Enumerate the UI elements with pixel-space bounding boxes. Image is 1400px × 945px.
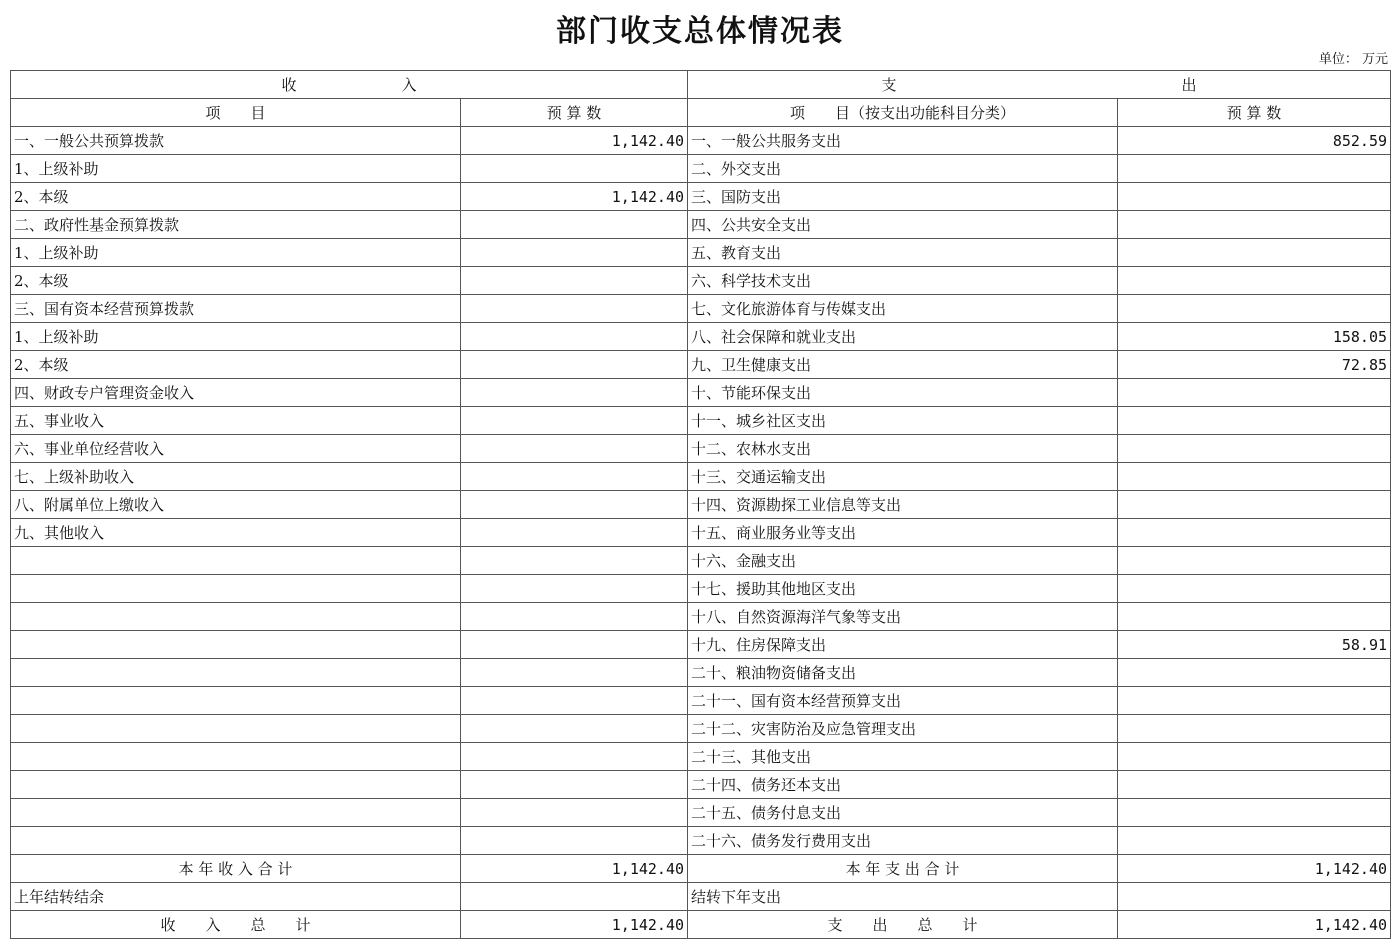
expense-budget-cell [1118, 799, 1391, 827]
table-row [11, 323, 1391, 351]
budget-table [10, 70, 1391, 939]
table-row [11, 799, 1391, 827]
table-row [11, 827, 1391, 855]
income-item-cell: 九、其他收入 [11, 519, 461, 547]
expense-budget-cell [1118, 659, 1391, 687]
expense-budget-cell [1118, 547, 1391, 575]
income-budget-cell [461, 799, 688, 827]
table-row [11, 239, 1391, 267]
expense-budget-cell [1118, 211, 1391, 239]
expense-item-cell: 二十五、债务付息支出 [688, 799, 1118, 827]
income-budget-cell [461, 239, 688, 267]
expense-budget-cell [1118, 687, 1391, 715]
income-budget-cell [461, 407, 688, 435]
income-budget-cell [461, 463, 688, 491]
expense-item-cell: 十、节能环保支出 [688, 379, 1118, 407]
expense-item-cell: 五、教育支出 [688, 239, 1118, 267]
income-item-cell [11, 799, 461, 827]
year-expense-total-value: 1,142.40 [1118, 855, 1391, 883]
table-row [11, 183, 1391, 211]
table-row [11, 687, 1391, 715]
column-header-row [11, 99, 1391, 127]
group-header-row [11, 71, 1391, 99]
carryover-income-value [461, 883, 688, 911]
table-row [11, 715, 1391, 743]
grand-expense-label: 支 出 总 计 [688, 911, 1118, 939]
expense-item-cell: 八、社会保障和就业支出 [688, 323, 1118, 351]
table-row [11, 379, 1391, 407]
expense-budget-cell [1118, 603, 1391, 631]
grand-income-value: 1,142.40 [461, 911, 688, 939]
expense-item-header: 项 目（按支出功能科目分类） [688, 99, 1118, 127]
expense-budget-cell [1118, 463, 1391, 491]
income-budget-cell [461, 659, 688, 687]
expense-item-cell: 二十六、债务发行费用支出 [688, 827, 1118, 855]
income-budget-cell [461, 743, 688, 771]
table-row [11, 127, 1391, 155]
income-budget-cell [461, 351, 688, 379]
expense-budget-cell: 852.59 [1118, 127, 1391, 155]
income-item-cell: 七、上级补助收入 [11, 463, 461, 491]
table-row [11, 603, 1391, 631]
expense-item-cell: 十九、住房保障支出 [688, 631, 1118, 659]
income-budget-cell [461, 379, 688, 407]
grand-expense-value: 1,142.40 [1118, 911, 1391, 939]
income-item-cell [11, 827, 461, 855]
expense-budget-cell [1118, 239, 1391, 267]
carryover-row [11, 883, 1391, 911]
income-item-cell: 四、财政专户管理资金收入 [11, 379, 461, 407]
expense-budget-cell [1118, 267, 1391, 295]
table-row [11, 435, 1391, 463]
expense-budget-cell [1118, 715, 1391, 743]
expense-item-cell: 六、科学技术支出 [688, 267, 1118, 295]
expense-budget-cell [1118, 435, 1391, 463]
income-budget-cell [461, 155, 688, 183]
expense-item-cell: 九、卫生健康支出 [688, 351, 1118, 379]
expense-item-cell: 十八、自然资源海洋气象等支出 [688, 603, 1118, 631]
income-item-cell: 1、上级补助 [11, 155, 461, 183]
income-budget-header: 预 算 数 [461, 99, 688, 127]
income-budget-cell [461, 519, 688, 547]
income-item-cell [11, 603, 461, 631]
expense-budget-cell [1118, 407, 1391, 435]
expense-item-cell: 十二、农林水支出 [688, 435, 1118, 463]
expense-item-cell: 二十四、债务还本支出 [688, 771, 1118, 799]
table-row [11, 267, 1391, 295]
income-item-cell: 三、国有资本经营预算拨款 [11, 295, 461, 323]
expense-item-cell: 四、公共安全支出 [688, 211, 1118, 239]
expense-budget-cell: 72.85 [1118, 351, 1391, 379]
income-budget-cell [461, 211, 688, 239]
income-group-header: 收 入 [11, 71, 688, 99]
income-budget-cell [461, 603, 688, 631]
expense-budget-header: 预 算 数 [1118, 99, 1391, 127]
expense-budget-cell [1118, 743, 1391, 771]
grand-total-row [11, 911, 1391, 939]
income-budget-cell [461, 323, 688, 351]
income-budget-cell [461, 771, 688, 799]
expense-item-cell: 十一、城乡社区支出 [688, 407, 1118, 435]
income-budget-cell [461, 687, 688, 715]
year-income-total-value: 1,142.40 [461, 855, 688, 883]
income-item-cell [11, 715, 461, 743]
expense-item-cell: 十六、金融支出 [688, 547, 1118, 575]
year-income-total-label: 本 年 收 入 合 计 [11, 855, 461, 883]
expense-budget-cell [1118, 575, 1391, 603]
expense-item-cell: 七、文化旅游体育与传媒支出 [688, 295, 1118, 323]
table-row [11, 351, 1391, 379]
income-item-cell: 一、一般公共预算拨款 [11, 127, 461, 155]
table-row [11, 491, 1391, 519]
income-item-cell [11, 743, 461, 771]
income-item-header: 项 目 [11, 99, 461, 127]
table-body [11, 127, 1391, 855]
table-row [11, 771, 1391, 799]
expense-item-cell: 十五、商业服务业等支出 [688, 519, 1118, 547]
table-row [11, 519, 1391, 547]
expense-item-cell: 二、外交支出 [688, 155, 1118, 183]
expense-budget-cell: 158.05 [1118, 323, 1391, 351]
expense-budget-cell [1118, 491, 1391, 519]
income-budget-cell [461, 575, 688, 603]
expense-budget-cell [1118, 827, 1391, 855]
expense-item-cell: 一、一般公共服务支出 [688, 127, 1118, 155]
expense-item-cell: 二十二、灾害防治及应急管理支出 [688, 715, 1118, 743]
table-row [11, 575, 1391, 603]
income-item-cell [11, 575, 461, 603]
income-budget-cell: 1,142.40 [461, 127, 688, 155]
income-item-cell [11, 547, 461, 575]
expense-budget-cell [1118, 155, 1391, 183]
table-row [11, 211, 1391, 239]
expense-item-cell: 十四、资源勘探工业信息等支出 [688, 491, 1118, 519]
income-item-cell: 二、政府性基金预算拨款 [11, 211, 461, 239]
expense-budget-cell [1118, 183, 1391, 211]
carryover-expense-label: 结转下年支出 [688, 883, 1118, 911]
income-item-cell [11, 687, 461, 715]
income-item-cell [11, 771, 461, 799]
table-row [11, 407, 1391, 435]
page-title: 部门收支总体情况表 [556, 14, 844, 49]
income-item-cell: 2、本级 [11, 351, 461, 379]
expense-group-header: 支 出 [688, 71, 1391, 99]
table-row [11, 155, 1391, 183]
table-row [11, 463, 1391, 491]
unit-label: 单位： 万元 [1318, 52, 1388, 67]
expense-item-cell: 二十一、国有资本经营预算支出 [688, 687, 1118, 715]
income-item-cell: 五、事业收入 [11, 407, 461, 435]
income-budget-cell [461, 491, 688, 519]
expense-item-cell: 十七、援助其他地区支出 [688, 575, 1118, 603]
income-budget-cell [461, 547, 688, 575]
income-budget-cell [461, 435, 688, 463]
income-item-cell: 2、本级 [11, 183, 461, 211]
income-budget-cell [461, 267, 688, 295]
income-item-cell: 1、上级补助 [11, 239, 461, 267]
year-expense-total-label: 本 年 支 出 合 计 [688, 855, 1118, 883]
expense-budget-cell [1118, 379, 1391, 407]
table-row [11, 659, 1391, 687]
table-row [11, 295, 1391, 323]
income-item-cell: 八、附属单位上缴收入 [11, 491, 461, 519]
income-budget-cell [461, 827, 688, 855]
expense-item-cell: 十三、交通运输支出 [688, 463, 1118, 491]
income-budget-cell [461, 295, 688, 323]
carryover-expense-value [1118, 883, 1391, 911]
grand-income-label: 收 入 总 计 [11, 911, 461, 939]
table-row [11, 743, 1391, 771]
income-item-cell [11, 659, 461, 687]
income-budget-cell: 1,142.40 [461, 183, 688, 211]
table-row [11, 631, 1391, 659]
year-total-row [11, 855, 1391, 883]
expense-budget-cell [1118, 519, 1391, 547]
income-item-cell: 1、上级补助 [11, 323, 461, 351]
income-budget-cell [461, 715, 688, 743]
expense-item-cell: 三、国防支出 [688, 183, 1118, 211]
carryover-income-label: 上年结转结余 [11, 883, 461, 911]
income-item-cell [11, 631, 461, 659]
expense-budget-cell [1118, 295, 1391, 323]
expense-item-cell: 二十三、其他支出 [688, 743, 1118, 771]
expense-item-cell: 二十、粮油物资储备支出 [688, 659, 1118, 687]
table-row [11, 547, 1391, 575]
income-item-cell: 六、事业单位经营收入 [11, 435, 461, 463]
income-item-cell: 2、本级 [11, 267, 461, 295]
income-budget-cell [461, 631, 688, 659]
expense-budget-cell [1118, 771, 1391, 799]
expense-budget-cell: 58.91 [1118, 631, 1391, 659]
